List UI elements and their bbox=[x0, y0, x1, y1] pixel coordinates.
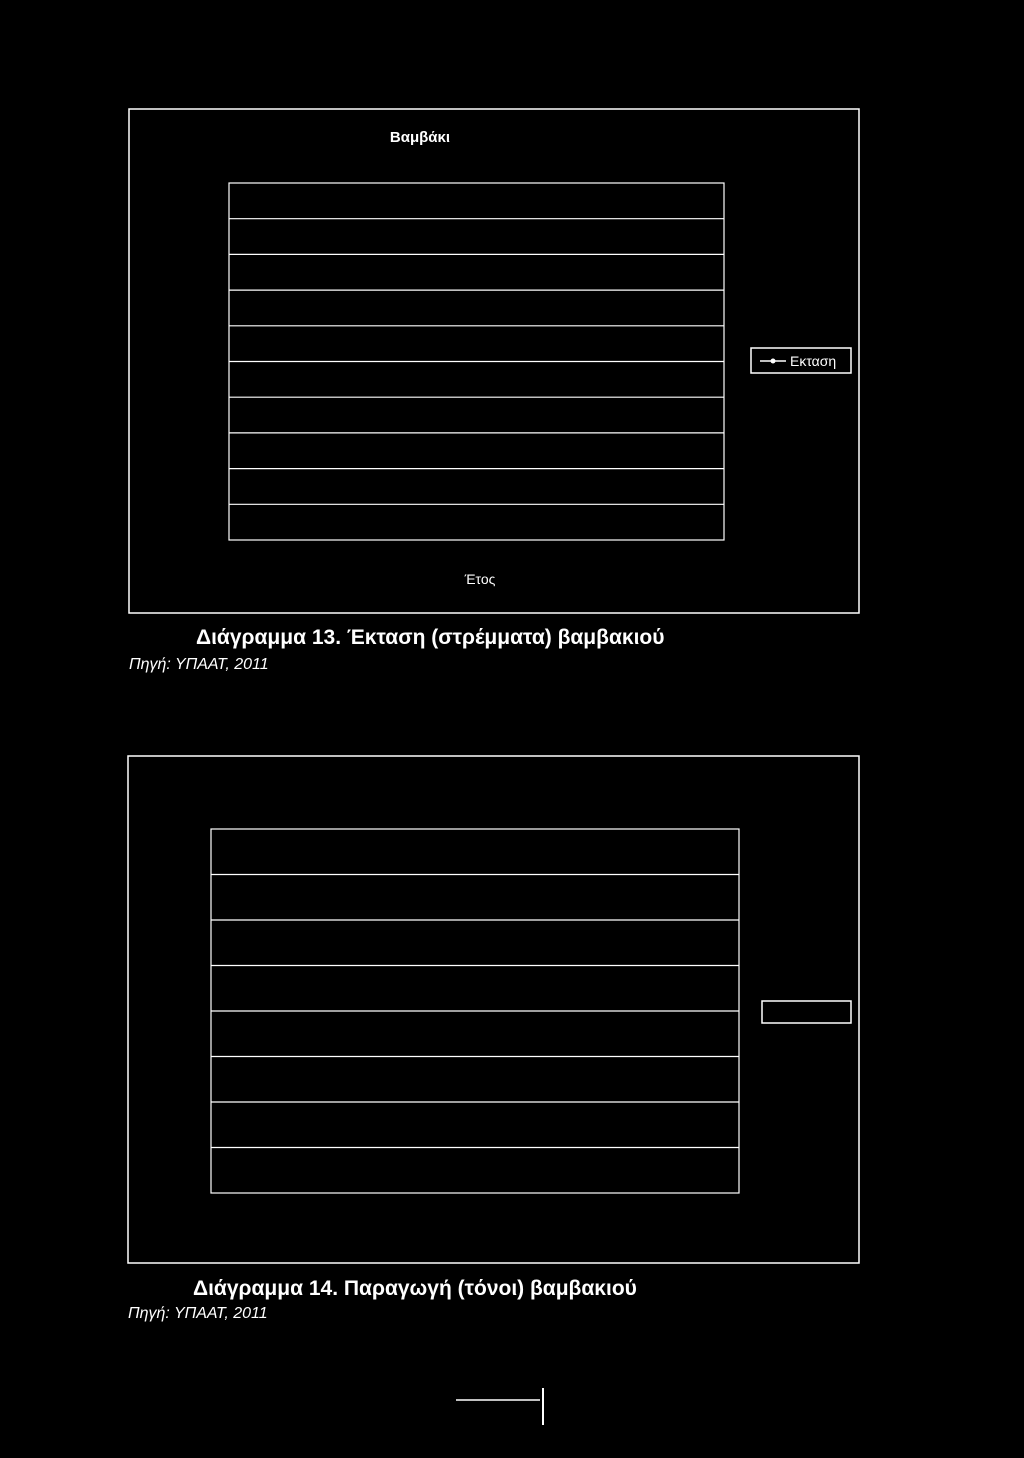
legend-box bbox=[762, 1001, 851, 1023]
figure-source-13: Πηγή: ΥΠΑΑΤ, 2011 bbox=[129, 656, 269, 673]
chart-frame bbox=[128, 756, 859, 1263]
legend-label: Εκταση bbox=[790, 353, 837, 369]
figure-caption-14: Διάγραμμα 14. Παραγωγή (τόνοι) βαμβακιού bbox=[193, 1277, 637, 1300]
figure-source-14: Πηγή: ΥΠΑΑΤ, 2011 bbox=[128, 1305, 268, 1322]
chart-area-cotton-chart bbox=[0, 0, 1024, 700]
footer-mark bbox=[0, 1380, 1024, 1440]
figure-caption-13: Διάγραμμα 13. Έκταση (στρέμματα) βαμβακιού bbox=[196, 626, 665, 649]
plot-area bbox=[211, 829, 739, 1193]
legend bbox=[751, 348, 851, 373]
plot-area bbox=[229, 183, 724, 540]
chart-area-production-chart bbox=[0, 740, 1024, 1280]
legend-marker-dot bbox=[771, 359, 776, 364]
x-axis-label: Έτος bbox=[464, 571, 496, 587]
chart-title: Βαμβάκι bbox=[389, 129, 451, 146]
